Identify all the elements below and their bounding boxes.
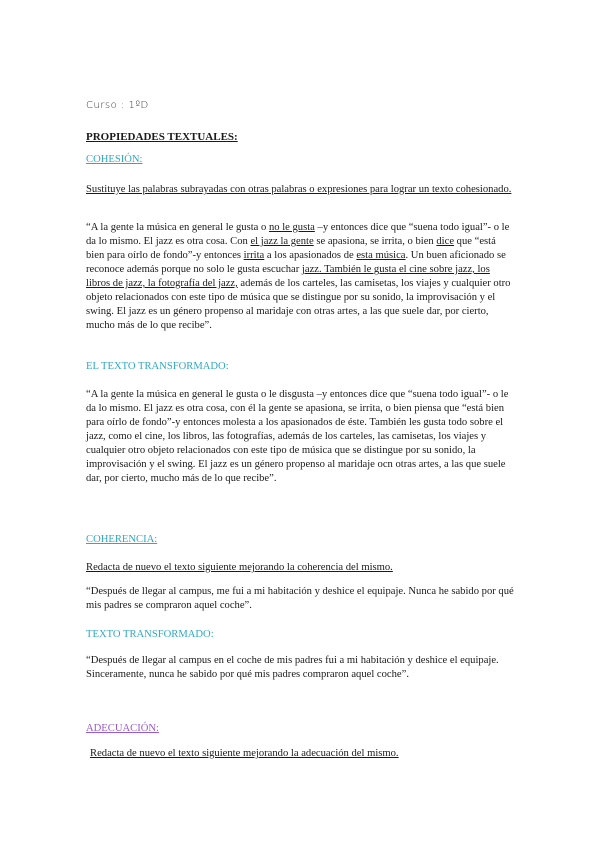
coherencia-transformed-text: “Después de llegar al campus en el coche de mis padres fui a mi habitación y deshice el equipaje. Sinceramente, nunca he sabido por qué mis padres compraron aquel coche”. [86,655,499,680]
adecuacion-instruction: Redacta de nuevo el texto siguiente mejorando la adecuación del mismo. [90,748,399,759]
adecuacion-heading: ADECUACIÓN: [86,723,159,734]
page-title: PROPIEDADES TEXTUALES: [86,131,238,143]
coherencia-original-text: “Después de llegar al campus, me fui a mi habitación y deshice el equipaje. Nunca he sabido por qué mis padres se compraron aquel coche”. [86,586,514,611]
cohesion-heading: COHESIÓN: [86,154,143,165]
coherencia-heading: COHERENCIA: [86,534,158,545]
course-label: Curso : 1ºD [86,100,149,111]
cohesion-original-text: “A la gente la música en general le gusta o no le gusta –y entonces dice que “suena todo igual”- o le da lo mismo. El jazz es otra cosa. Con el jazz la gente se apasiona, se irrita, o bien dice que “está bien para oírlo de fondo”-y entonces irrita a los apasionados de esta música. Un buen aficionado se reconoce además porque no solo le gusta escuchar jazz. También le gusta el cine sobre jazz, los libros de jazz, la fotografía del jazz, además de los carteles, las camisetas, los viajes y cualquier otro objeto relacionados con este tipo de música que se distingue por su sonido, la improvisación y el swing. El jazz es un género propenso al maridaje con otras artes, a las que suele dar, por cierto, mucho más de lo que recibe”. [86,222,511,331]
coherencia-instruction: Redacta de nuevo el texto siguiente mejorando la coherencia del mismo. [86,562,393,573]
coherencia-transformed-heading: TEXTO TRANSFORMADO: [86,629,214,640]
cohesion-transformed-text: “A la gente la música en general le gusta o le disgusta –y entonces dice que “suena todo igual”- o le da lo mismo. El jazz es otra cosa, con él la gente se apasiona, se irrita, o bien piensa que “está bien para oírlo de fondo”-y entonces molesta a los apasionados de éste. También les gusta todo sobre el jazz, como el cine, los libros, las fotografías, además de los carteles, las camisetas, los viajes y cualquier otro objeto relacionados con este tipo de música que se distingue por su sonido, la improvisación y el swing. El jazz es un género propenso al maridaje ocn otras artes, a las que suele dar, por cierto, mucho más de lo que recibe”. [86,389,509,484]
cohesion-transformed-heading: EL TEXTO TRANSFORMADO: [86,361,229,372]
cohesion-instruction: Sustituye las palabras subrayadas con otras palabras o expresiones para lograr un texto cohesionado. [86,184,512,195]
